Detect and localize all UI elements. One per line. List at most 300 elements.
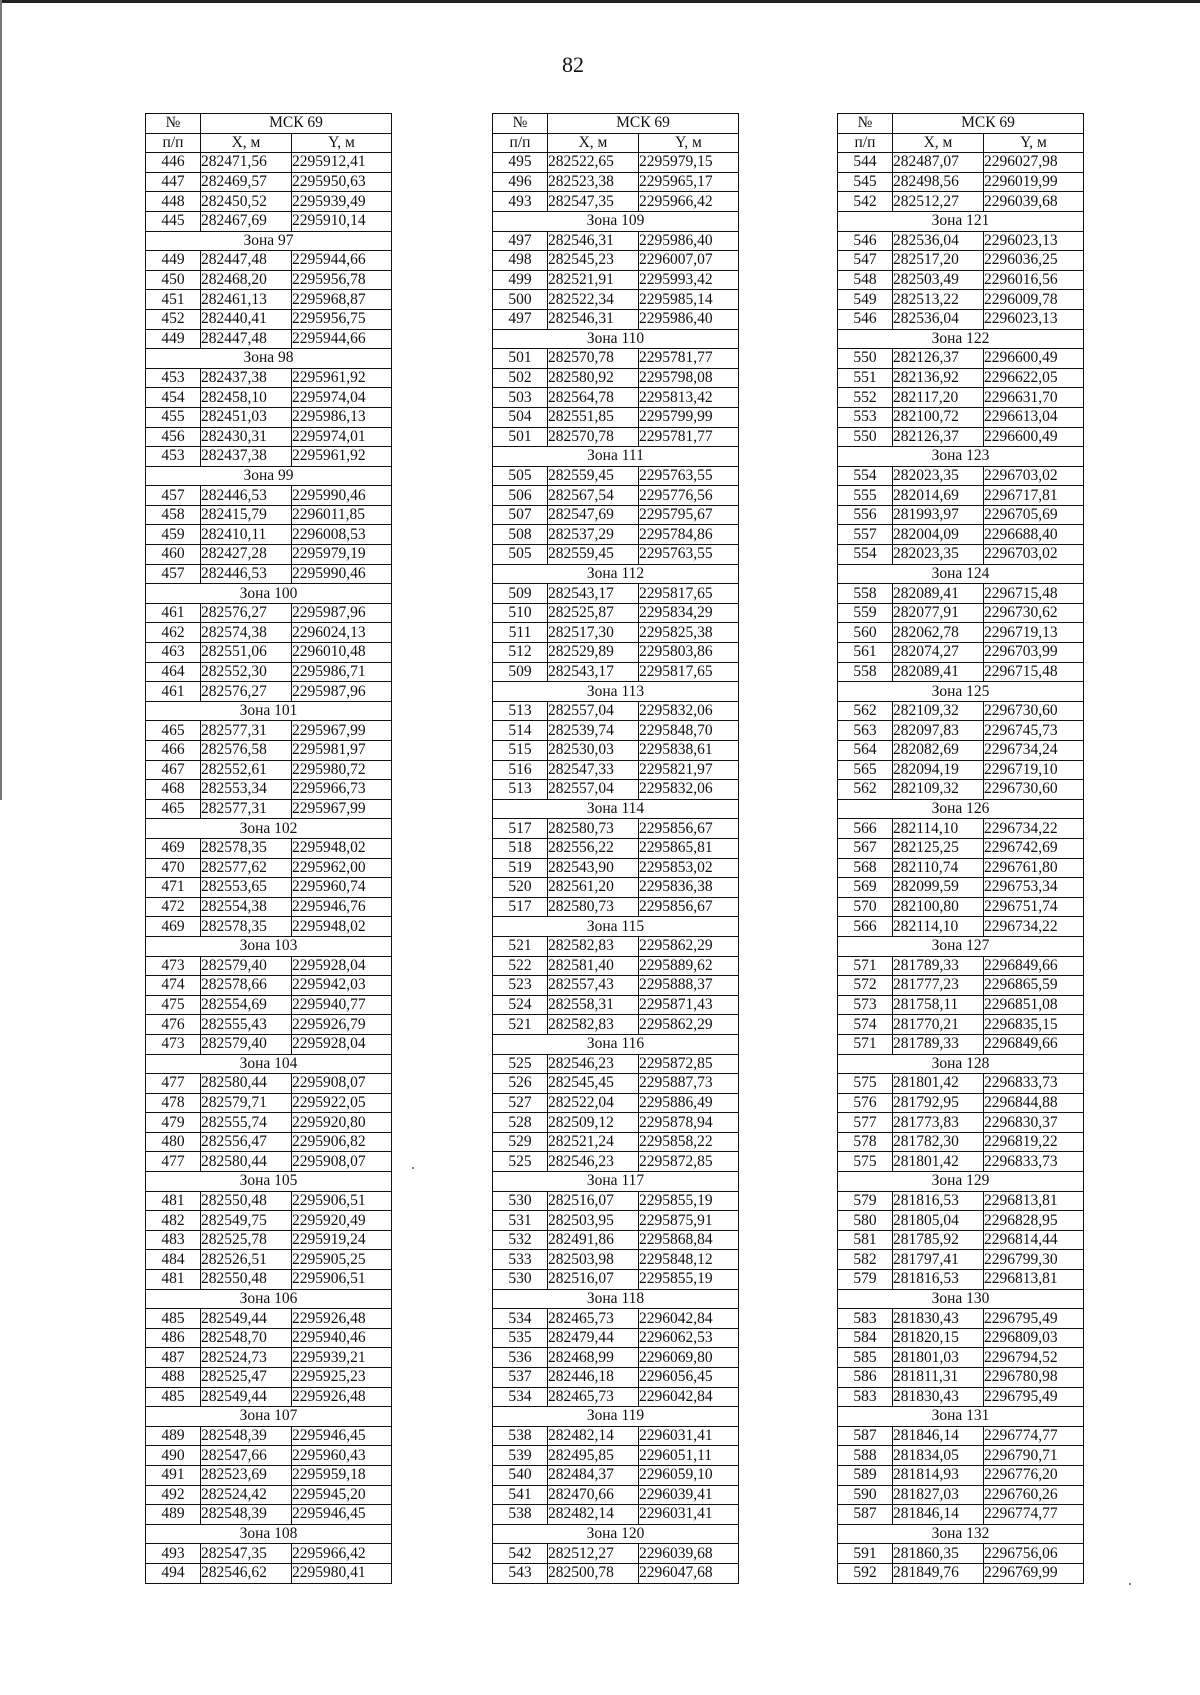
- table-row: [493, 486, 739, 506]
- x-coordinate: 282578,35: [201, 838, 292, 858]
- y-coordinate: 2295981,97: [292, 741, 392, 761]
- y-coordinate: 2295848,12: [639, 1250, 739, 1270]
- x-coordinate: 282580,44: [201, 1152, 292, 1172]
- point-number: 456: [146, 427, 201, 447]
- scan-speck: [412, 1167, 414, 1169]
- table-row: [146, 1152, 392, 1172]
- header-y: Y, м: [292, 133, 392, 153]
- point-number: 512: [493, 643, 548, 663]
- x-coordinate: 282526,51: [201, 1250, 292, 1270]
- x-coordinate: 282554,38: [201, 897, 292, 917]
- y-coordinate: 2295832,06: [639, 780, 739, 800]
- x-coordinate: 282546,23: [548, 1054, 639, 1074]
- y-coordinate: 2295942,03: [292, 976, 392, 996]
- x-coordinate: 282440,41: [201, 309, 292, 329]
- zone-header-row: [838, 682, 1084, 702]
- point-number: 501: [493, 427, 548, 447]
- x-coordinate: 282023,35: [893, 466, 984, 486]
- y-coordinate: 2295979,19: [292, 545, 392, 565]
- x-coordinate: 282512,27: [548, 1544, 639, 1564]
- zone-label: Зона 129: [838, 1172, 1084, 1192]
- y-coordinate: 2295825,38: [639, 623, 739, 643]
- table-row: [838, 1034, 1084, 1054]
- zone-header-row: [493, 1289, 739, 1309]
- x-coordinate: 281860,35: [893, 1544, 984, 1564]
- y-coordinate: 2295798,08: [639, 368, 739, 388]
- zone-header-row: [838, 447, 1084, 467]
- y-coordinate: 2295974,01: [292, 427, 392, 447]
- table-row: [838, 956, 1084, 976]
- table-row: [146, 270, 392, 290]
- zone-header-row: [146, 466, 392, 486]
- scan-edge-left: [0, 0, 2, 800]
- y-coordinate: 2296031,41: [639, 1426, 739, 1446]
- point-number: 573: [838, 995, 893, 1015]
- x-coordinate: 281805,04: [893, 1211, 984, 1231]
- table-row: [838, 584, 1084, 604]
- point-number: 496: [493, 172, 548, 192]
- table-row: [146, 780, 392, 800]
- table-row: [838, 1309, 1084, 1329]
- x-coordinate: 282082,69: [893, 741, 984, 761]
- point-number: 457: [146, 486, 201, 506]
- point-number: 478: [146, 1093, 201, 1113]
- table-row: [146, 290, 392, 310]
- table-row: [493, 407, 739, 427]
- y-coordinate: 2295956,78: [292, 270, 392, 290]
- zone-header-row: [493, 1172, 739, 1192]
- x-coordinate: 282543,17: [548, 662, 639, 682]
- zone-header-row: [493, 682, 739, 702]
- point-number: 518: [493, 838, 548, 858]
- x-coordinate: 281830,43: [893, 1309, 984, 1329]
- point-number: 489: [146, 1426, 201, 1446]
- table-row: [838, 623, 1084, 643]
- x-coordinate: 282547,35: [548, 192, 639, 212]
- y-coordinate: 2296703,02: [984, 466, 1084, 486]
- point-number: 555: [838, 486, 893, 506]
- point-number: 471: [146, 878, 201, 898]
- y-coordinate: 2295940,46: [292, 1328, 392, 1348]
- table-row: [838, 1563, 1084, 1583]
- header-num: №: [146, 114, 201, 134]
- table-row: [146, 309, 392, 329]
- point-number: 587: [838, 1426, 893, 1446]
- x-coordinate: 282547,66: [201, 1446, 292, 1466]
- x-coordinate: 281820,15: [893, 1328, 984, 1348]
- point-number: 493: [146, 1544, 201, 1564]
- x-coordinate: 281777,23: [893, 976, 984, 996]
- y-coordinate: 2295781,77: [639, 427, 739, 447]
- y-coordinate: 2295960,43: [292, 1446, 392, 1466]
- x-coordinate: 282522,04: [548, 1093, 639, 1113]
- point-number: 462: [146, 623, 201, 643]
- y-coordinate: 2296036,25: [984, 251, 1084, 271]
- x-coordinate: 281801,42: [893, 1074, 984, 1094]
- x-coordinate: 282468,99: [548, 1348, 639, 1368]
- zone-label: Зона 124: [838, 564, 1084, 584]
- x-coordinate: 282549,75: [201, 1211, 292, 1231]
- point-number: 461: [146, 603, 201, 623]
- table-row: [146, 1015, 392, 1035]
- y-coordinate: 2296742,69: [984, 838, 1084, 858]
- point-number: 566: [838, 917, 893, 937]
- zone-label: Зона 126: [838, 799, 1084, 819]
- point-number: 505: [493, 545, 548, 565]
- y-coordinate: 2295979,15: [639, 153, 739, 173]
- x-coordinate: 282074,27: [893, 643, 984, 663]
- y-coordinate: 2296600,49: [984, 427, 1084, 447]
- x-coordinate: 282437,38: [201, 368, 292, 388]
- point-number: 483: [146, 1230, 201, 1250]
- table-row: [146, 172, 392, 192]
- y-coordinate: 2296734,22: [984, 819, 1084, 839]
- x-coordinate: 282410,11: [201, 525, 292, 545]
- y-coordinate: 2296715,48: [984, 584, 1084, 604]
- zone-header-row: [146, 231, 392, 251]
- y-coordinate: 2296809,03: [984, 1328, 1084, 1348]
- zone-header-row: [493, 1407, 739, 1427]
- y-coordinate: 2295848,70: [639, 721, 739, 741]
- x-coordinate: 282525,87: [548, 603, 639, 623]
- zone-label: Зона 98: [146, 349, 392, 369]
- x-coordinate: 282579,71: [201, 1093, 292, 1113]
- point-number: 554: [838, 545, 893, 565]
- x-coordinate: 281789,33: [893, 956, 984, 976]
- y-coordinate: 2296622,05: [984, 368, 1084, 388]
- point-number: 488: [146, 1368, 201, 1388]
- zone-header-row: [838, 799, 1084, 819]
- zone-header-row: [838, 1054, 1084, 1074]
- zone-header-row: [838, 329, 1084, 349]
- zone-header-row: [146, 701, 392, 721]
- table-row: [146, 1446, 392, 1466]
- point-number: 589: [838, 1465, 893, 1485]
- x-coordinate: 282479,44: [548, 1328, 639, 1348]
- x-coordinate: 282580,73: [548, 819, 639, 839]
- point-number: 563: [838, 721, 893, 741]
- zone-header-row: [146, 1054, 392, 1074]
- zone-label: Зона 102: [146, 819, 392, 839]
- point-number: 450: [146, 270, 201, 290]
- point-number: 513: [493, 780, 548, 800]
- table-row: [146, 643, 392, 663]
- y-coordinate: 2295939,49: [292, 192, 392, 212]
- point-number: 466: [146, 741, 201, 761]
- header-x: Х, м: [548, 133, 639, 153]
- y-coordinate: 2295966,42: [639, 192, 739, 212]
- point-number: 530: [493, 1191, 548, 1211]
- point-number: 586: [838, 1368, 893, 1388]
- point-number: 576: [838, 1093, 893, 1113]
- table-row: [146, 388, 392, 408]
- table-row: [493, 995, 739, 1015]
- y-coordinate: 2296819,22: [984, 1132, 1084, 1152]
- point-number: 473: [146, 1034, 201, 1054]
- x-coordinate: 282062,78: [893, 623, 984, 643]
- scan-edge-top: [0, 0, 1200, 3]
- x-coordinate: 281789,33: [893, 1034, 984, 1054]
- x-coordinate: 282549,44: [201, 1387, 292, 1407]
- x-coordinate: 282557,04: [548, 780, 639, 800]
- y-coordinate: 2295920,80: [292, 1113, 392, 1133]
- x-coordinate: 282487,07: [893, 153, 984, 173]
- table-row: [838, 368, 1084, 388]
- y-coordinate: 2296023,13: [984, 309, 1084, 329]
- point-number: 506: [493, 486, 548, 506]
- point-number: 541: [493, 1485, 548, 1505]
- y-coordinate: 2295928,04: [292, 1034, 392, 1054]
- point-number: 550: [838, 427, 893, 447]
- point-number: 458: [146, 505, 201, 525]
- table-row: [146, 1505, 392, 1525]
- x-coordinate: 282465,73: [548, 1309, 639, 1329]
- y-coordinate: 2295906,51: [292, 1191, 392, 1211]
- table-row: [493, 1074, 739, 1094]
- table-row: [493, 349, 739, 369]
- point-number: 487: [146, 1348, 201, 1368]
- zone-label: Зона 130: [838, 1289, 1084, 1309]
- zone-header-row: [493, 799, 739, 819]
- point-number: 591: [838, 1544, 893, 1564]
- x-coordinate: 282555,74: [201, 1113, 292, 1133]
- table-row: [838, 388, 1084, 408]
- x-coordinate: 282579,40: [201, 956, 292, 976]
- y-coordinate: 2296865,59: [984, 976, 1084, 996]
- point-number: 539: [493, 1446, 548, 1466]
- table-row: [146, 192, 392, 212]
- point-number: 500: [493, 290, 548, 310]
- coordinates-table-3: [837, 113, 1084, 1584]
- table-row: [493, 1152, 739, 1172]
- table-row: [838, 741, 1084, 761]
- table-row: [146, 153, 392, 173]
- y-coordinate: 2295980,41: [292, 1563, 392, 1583]
- point-number: 528: [493, 1113, 548, 1133]
- x-coordinate: 282512,27: [893, 192, 984, 212]
- x-coordinate: 282576,27: [201, 682, 292, 702]
- y-coordinate: 2295940,77: [292, 995, 392, 1015]
- y-coordinate: 2295985,14: [639, 290, 739, 310]
- x-coordinate: 281846,14: [893, 1505, 984, 1525]
- table-row: [838, 662, 1084, 682]
- x-coordinate: 282577,62: [201, 858, 292, 878]
- x-coordinate: 282546,31: [548, 309, 639, 329]
- point-number: 517: [493, 897, 548, 917]
- point-number: 551: [838, 368, 893, 388]
- x-coordinate: 282564,78: [548, 388, 639, 408]
- coordinates-table-2: [492, 113, 739, 1584]
- zone-label: Зона 116: [493, 1034, 739, 1054]
- y-coordinate: 2295966,42: [292, 1544, 392, 1564]
- x-coordinate: 282559,45: [548, 466, 639, 486]
- y-coordinate: 2295959,18: [292, 1465, 392, 1485]
- x-coordinate: 282547,35: [201, 1544, 292, 1564]
- x-coordinate: 282537,29: [548, 525, 639, 545]
- point-number: 522: [493, 956, 548, 976]
- y-coordinate: 2296828,95: [984, 1211, 1084, 1231]
- point-number: 451: [146, 290, 201, 310]
- table-row: [838, 545, 1084, 565]
- table-row: [146, 878, 392, 898]
- y-coordinate: 2295946,76: [292, 897, 392, 917]
- table-row: [838, 1270, 1084, 1290]
- table-row: [493, 427, 739, 447]
- y-coordinate: 2295872,85: [639, 1152, 739, 1172]
- header-num: №: [838, 114, 893, 134]
- y-coordinate: 2296010,48: [292, 643, 392, 663]
- zone-label: Зона 110: [493, 329, 739, 349]
- point-number: 516: [493, 760, 548, 780]
- table-row: [838, 819, 1084, 839]
- point-number: 521: [493, 936, 548, 956]
- page-number: 82: [562, 52, 584, 77]
- x-coordinate: 282570,78: [548, 427, 639, 447]
- y-coordinate: 2296756,06: [984, 1544, 1084, 1564]
- y-coordinate: 2295944,66: [292, 329, 392, 349]
- zone-label: Зона 114: [493, 799, 739, 819]
- y-coordinate: 2296719,13: [984, 623, 1084, 643]
- y-coordinate: 2295926,48: [292, 1387, 392, 1407]
- zone-header-row: [838, 1172, 1084, 1192]
- y-coordinate: 2296024,13: [292, 623, 392, 643]
- table-row: [146, 564, 392, 584]
- x-coordinate: 282582,83: [548, 1015, 639, 1035]
- zone-label: Зона 125: [838, 682, 1084, 702]
- y-coordinate: 2296039,68: [984, 192, 1084, 212]
- point-number: 575: [838, 1074, 893, 1094]
- zone-label: Зона 117: [493, 1172, 739, 1192]
- zone-header-row: [838, 211, 1084, 231]
- point-number: 527: [493, 1093, 548, 1113]
- y-coordinate: 2296613,04: [984, 407, 1084, 427]
- y-coordinate: 2296813,81: [984, 1270, 1084, 1290]
- table-row: [493, 1309, 739, 1329]
- table-row: [838, 525, 1084, 545]
- y-coordinate: 2295803,86: [639, 643, 739, 663]
- point-number: 494: [146, 1563, 201, 1583]
- table-row: [146, 917, 392, 937]
- x-coordinate: 282556,22: [548, 838, 639, 858]
- point-number: 457: [146, 564, 201, 584]
- x-coordinate: 282547,33: [548, 760, 639, 780]
- table-row: [146, 1270, 392, 1290]
- point-number: 547: [838, 251, 893, 271]
- x-coordinate: 281846,14: [893, 1426, 984, 1446]
- x-coordinate: 282548,39: [201, 1505, 292, 1525]
- x-coordinate: 282503,95: [548, 1211, 639, 1231]
- point-number: 538: [493, 1505, 548, 1525]
- y-coordinate: 2296794,52: [984, 1348, 1084, 1368]
- point-number: 546: [838, 309, 893, 329]
- point-number: 572: [838, 976, 893, 996]
- point-number: 566: [838, 819, 893, 839]
- table-row: [146, 1250, 392, 1270]
- table-row: [493, 721, 739, 741]
- y-coordinate: 2296769,99: [984, 1563, 1084, 1583]
- point-number: 550: [838, 349, 893, 369]
- table-row: [838, 1485, 1084, 1505]
- table-row: [146, 995, 392, 1015]
- point-number: 459: [146, 525, 201, 545]
- x-coordinate: 282549,44: [201, 1309, 292, 1329]
- y-coordinate: 2295871,43: [639, 995, 739, 1015]
- point-number: 485: [146, 1309, 201, 1329]
- x-coordinate: 282580,44: [201, 1074, 292, 1094]
- x-coordinate: 282114,10: [893, 917, 984, 937]
- y-coordinate: 2296703,02: [984, 545, 1084, 565]
- x-coordinate: 282546,23: [548, 1152, 639, 1172]
- x-coordinate: 282491,86: [548, 1230, 639, 1250]
- x-coordinate: 282570,78: [548, 349, 639, 369]
- x-coordinate: 282579,40: [201, 1034, 292, 1054]
- x-coordinate: 282099,59: [893, 878, 984, 898]
- x-coordinate: 282482,14: [548, 1505, 639, 1525]
- x-coordinate: 282530,03: [548, 741, 639, 761]
- table-row: [493, 1465, 739, 1485]
- zone-label: Зона 97: [146, 231, 392, 251]
- table-row: [838, 270, 1084, 290]
- table-row: [493, 466, 739, 486]
- x-coordinate: 282559,45: [548, 545, 639, 565]
- y-coordinate: 2295986,13: [292, 407, 392, 427]
- point-number: 463: [146, 643, 201, 663]
- point-number: 570: [838, 897, 893, 917]
- table-row: [838, 1230, 1084, 1250]
- x-coordinate: 282545,45: [548, 1074, 639, 1094]
- y-coordinate: 2295908,07: [292, 1074, 392, 1094]
- x-coordinate: 282548,39: [201, 1426, 292, 1446]
- table-row: [493, 505, 739, 525]
- point-number: 578: [838, 1132, 893, 1152]
- table-row: [146, 505, 392, 525]
- table-row: [146, 1426, 392, 1446]
- y-coordinate: 2295920,49: [292, 1211, 392, 1231]
- table-row: [146, 721, 392, 741]
- x-coordinate: 282471,56: [201, 153, 292, 173]
- y-coordinate: 2295838,61: [639, 741, 739, 761]
- table-row: [838, 153, 1084, 173]
- y-coordinate: 2296761,80: [984, 858, 1084, 878]
- point-number: 523: [493, 976, 548, 996]
- table-row: [493, 1544, 739, 1564]
- y-coordinate: 2295886,49: [639, 1093, 739, 1113]
- y-coordinate: 2295799,99: [639, 407, 739, 427]
- x-coordinate: 282415,79: [201, 505, 292, 525]
- table-row: [838, 858, 1084, 878]
- y-coordinate: 2295875,91: [639, 1211, 739, 1231]
- zone-label: Зона 120: [493, 1524, 739, 1544]
- table-row: [146, 1465, 392, 1485]
- zone-header-row: [146, 1407, 392, 1427]
- point-number: 507: [493, 505, 548, 525]
- point-number: 583: [838, 1387, 893, 1407]
- table-row: [146, 858, 392, 878]
- table-row: [493, 1485, 739, 1505]
- y-coordinate: 2295813,42: [639, 388, 739, 408]
- table-row: [838, 721, 1084, 741]
- y-coordinate: 2295962,00: [292, 858, 392, 878]
- y-coordinate: 2296008,53: [292, 525, 392, 545]
- header-system: МСК 69: [893, 114, 1084, 134]
- point-number: 453: [146, 368, 201, 388]
- point-number: 535: [493, 1328, 548, 1348]
- zone-header-row: [493, 564, 739, 584]
- x-coordinate: 282521,91: [548, 270, 639, 290]
- zone-header-row: [493, 329, 739, 349]
- table-row: [493, 1054, 739, 1074]
- zone-label: Зона 101: [146, 701, 392, 721]
